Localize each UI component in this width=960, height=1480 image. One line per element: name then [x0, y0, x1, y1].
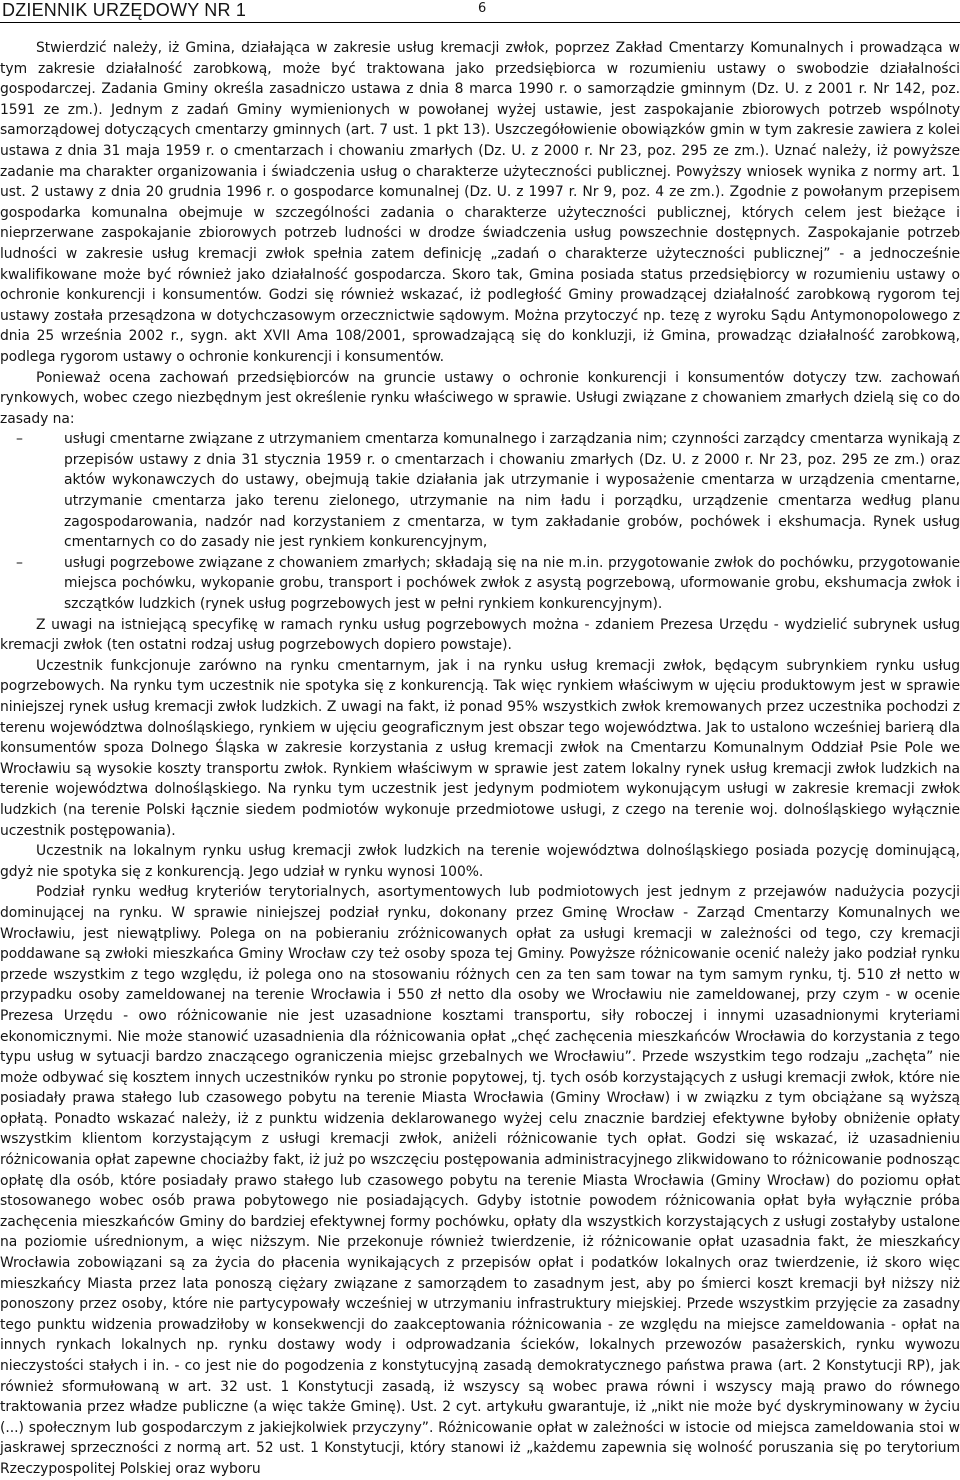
- paragraph-3: Z uwagi na istniejącą specyfikę w ramach rynku usług pogrzebowych można - zdaniem Prezesa Urzędu - wydzielić subrynek usług kremacji zwłok (ten ostatni rodzaj usług pogrzebowych dopiero powstaje).: [0, 616, 960, 654]
- dash-bullet: –: [16, 554, 23, 571]
- paragraph-1: Stwierdzić należy, iż Gmina, działająca w zakresie usług kremacji zwłok, poprzez Zakład Cmentarzy Komunalnych i prowadząca w tym zakresie działalność zarobkową, może być traktowana jako przedsiębiorca w rozumieniu ustawy o swobodzie działalności gospodarczej. Zadania Gminy określa zasadniczo ustawa z dnia 8 marca 1990 r. o samorządzie gminnym (Dz. U. z 2001 r. Nr 142, poz. 1591 ze zm.). Jednym z zadań Gminy wymienionych w powołanej wyżej ustawie, jest zaspokajanie zbiorowych potrzeb wspólnoty samorządowej dotyczących cmentarzy gminnych (art. 7 ust. 1 pkt 13). Uszczegółowienie obowiązków gmin w tym zakresie zawiera z kolei ustawa z dnia 31 maja 1959 r. o cmentarzach i chowaniu zmarłych (Dz. U. z 2000 r. Nr 23, poz. 295 ze zm.). Uznać należy, iż powyższe zadanie ma charakter organizowania i świadczenia usług o charakterze użyteczności publicznej. Powyższy wniosek wynika z normy art. 1 ust. 2 ustawy z dnia 20 grudnia 1996 r. o gospodarce komunalnej (Dz. U. z 1997 r. Nr 9, poz. 4 ze zm.). Zgodnie z powołanym przepisem gospodarka komunalna obejmuje w szczególności zadania o charakterze użyteczności publicznej, których celem jest bieżące i nieprzerwane zaspokajanie zbiorowych potrzeb ludności w drodze świadczenia usług powszechnie dostępnych. Zaspokajanie potrzeb ludności w zakresie usług kremacji zwłok spełnia zatem definicję „zadań o charakterze użyteczności publicznej” - a jednocześnie kwalifikowane może być również jako działalność gospodarcza. Skoro tak, Gmina posiada status przedsiębiorcy w rozumieniu ustawy o ochronie konkurencji i konsumentów. Godzi się również wskazać, iż podległość Gminy prowadzącej działalność zarobkową rygorom tej ustawy została przesądzona w dotychczasowym orzecznictwie sądowym. Można przytoczyć np. tezę z wyroku Sądu Antymonopolowego z dnia 25 września 2002 r., sygn. akt XVII Ama 108/2001, sprowadzającą się do konkluzji, iż Gmina, prowadząc działalność zarobkową, podlega rygorom ustawy o ochronie konkurencji i konsumentów.: [0, 40, 960, 365]
- document-body: [0, 38, 960, 1480]
- page-number: 6: [478, 1, 487, 16]
- dash-bullet: –: [16, 431, 23, 448]
- list-item-text: usługi pogrzebowe związane z chowaniem zmarłych; składają się na nie m.in. przygotowanie zwłok do pochówku, przygotowanie miejsca pochówku, wykopanie grobu, transport i pochówek zwłok z asystą pogrzebową, uformowanie grobu, ekshumacja zwłok i szczątków ludzkich (rynek usług pogrzebowych jest w pełni rynkiem konkurencyjnym).: [64, 554, 960, 613]
- paragraph-2: Ponieważ ocena zachowań przedsiębiorców na gruncie ustawy o ochronie konkurencji i konsumentów dotyczy tzw. zachowań rynkowych, wobec czego niezbędnym jest określenie rynku właściwego w sprawie. Usługi związane z chowaniem zmarłych dzielą się co do zasady na:: [0, 369, 960, 427]
- paragraph-4: Uczestnik funkcjonuje zarówno na rynku cmentarnym, jak i na rynku usług kremacji zwłok, będącym subrynkiem rynku usług pogrzebowych. Na rynku tym uczestnik nie spotyka się z konkurencją. Tak więc rynkiem właściwym w ujęciu produktowym jest w sprawie niniejszej rynek usług kremacji zwłok ludzkich. Z uwagi na fakt, iż ponad 95% wszystkich zwłok kremowanych przez uczestnika pochodzi z terenu województwa dolnośląskiego, rynkiem w ujęciu geograficznym jest obszar tego województwa. Jak to ustalono wcześniej barierą dla konsumentów spoza Dolnego Śląska w zakresie korzystania z usług kremacji zwłok na Cmentarzu Komunalnym Oddział Psie Pole we Wrocławiu są wysokie koszty transportu zwłok. Rynkiem właściwym w sprawie jest zatem lokalny rynek usług kremacji zwłok ludzkich na terenie województwa dolnośląskiego. Na rynku tym uczestnik jest jedynym podmiotem wykonującym usługi w zakresie kremacji zwłok ludzkich (na terenie Polski łącznie siedem podmiotów wykonuje przedmiotowe usługi, z czego na terenie woj. dolnośląskiego wyłącznie uczestnik postępowania).: [0, 657, 960, 839]
- paragraph-5: Uczestnik na lokalnym rynku usług kremacji zwłok ludzkich na terenie województwa dolnośląskiego posiada pozycję dominującą, gdyż nie spotyka się z konkurencją. Jego udział w rynku wynosi 100%.: [0, 843, 960, 880]
- page-header: [0, 0, 960, 23]
- list-item: [0, 553, 960, 615]
- list-item: [0, 429, 960, 553]
- services-list: [0, 429, 960, 614]
- paragraph-6: Podział rynku według kryteriów terytorialnych, asortymentowych lub podmiotowych jest jednym z przejawów nadużycia pozycji dominującej na rynku. W sprawie niniejszej podział rynku, dokonany przez Gminę Wrocław - Zarząd Cmentarzy Komunalnych we Wrocławiu, jest niewątpliwy. Polega on na pobieraniu zróżnicowanych opłat za usługi kremacji w zależności od tego, czy kremacji poddawane są zwłoki mieszkańca Gminy Wrocław czy też osoby spoza tej Gminy. Powyższe różnicowanie ocenić należy jako podział rynku przede wszystkim z tego względu, iż polega ono na stosowaniu różnych cen za ten sam towar na tym samym rynku, tj. 510 zł netto w przypadku osoby zameldowanej na terenie Wrocławia i 550 zł netto dla osoby we Wrocławiu nie zameldowanej, przy czym - w ocenie Prezesa Urzędu - owo różnicowanie nie jest uzasadnione kosztami transportu, siły roboczej i innymi uzasadnionymi kryteriami ekonomicznymi. Nie może stanowić uzasadnienia dla różnicowania opłat „chęć zachęcenia mieszkańców Wrocławia do korzystania z tego typu usług w sytuacji bardzo znaczącego ograniczenia miejsc grzebalnych we Wrocławiu”. Przede wszystkim tego rodzaju „zachęta” nie może odbywać się kosztem innych uczestników rynku po stronie popytowej, tj. tych osób korzystających z usługi kremacji zwłok, które nie posiadały prawa stałego lub czasowego pobytu na terenie Miasta Wrocławia (Gminy Wrocław) i w związku z tym obciążane są wyższą opłatą. Ponadto wskazać należy, iż z punktu widzenia deklarowanego wyżej celu znacznie bardziej efektywne byłoby obniżenie opłaty wszystkim klientom korzystającym z usługi kremacji zwłok, aniżeli różnicowanie tych opłat. Godzi się wskazać, iż uzasadnieniu różnicowania opłat zapewne chociażby fakt, iż już po wszczęciu postępowania administracyjnego zlikwidowano to różnicowanie podnosząc opłatę dla osób, które posiadały prawo stałego lub czasowego pobytu na terenie Miasta Wrocławia (Gminy Wrocław) do poziomu opłat stosowanego wobec osób prawa pobytowego nie posiadających. Gdyby istotnie powodem różnicowania opłat była wyłącznie próba zachęcenia mieszkańców Gminy do bardziej efektywnej formy pochówku, opłaty dla wszystkich korzystających z usługi zostałyby ustalone na poziomie uśrednionym, a więc niższym. Nie przekonuje również twierdzenie, iż różnicowanie opłat uzasadnia fakt, że mieszkańcy Wrocławia zobowiązani są za życia do płacenia wynikających z przepisów opłat i podatków lokalnych oraz twierdzenie, iż skoro więc mieszkańcy Miasta przez lata ponoszą ciężary związane z samorządem to zasadnym jest, aby po śmierci koszt kremacji był niższy niż ponoszony przez osoby, które nie partycypowały wcześniej w utrzymaniu infrastruktury miejskiej. Przede wszystkim przyjęcie za zasadny tego punktu widzenia prowadziłoby w konsekwencji do zaakceptowania różnicowania - ze względu na miejsce zameldowania - opłat na innych rynkach lokalnych np. rynku dostawy wody i odprowadzania ścieków, lokalnych przewozów pasażerskich, rynku wywozu nieczystości stałych i in. - co jest nie do pogodzenia z konstytucyjną zasadą demokratycznego państwa prawa (art. 2 Konstytucji RP), jak również sformułowaną w art. 32 ust. 1 Konstytucji zasadą, iż wszyscy są wobec prawa równi i wszyscy mają prawo do równego traktowania przez władze publiczne (a więc także Gminę). Ust. 2 cyt. artykułu gwarantuje, iż „nikt nie może być dyskryminowany w życiu (...) społecznym lub gospodarczym z jakiejkolwiek przyczyny”. Różnicowanie opłat w zależności w istocie od miejsca zameldowania stoi w jaskrawej sprzeczności z normą art. 52 ust. 1 Konstytucji, który stanowi iż „każdemu zapewnia się wolność poruszania się po terytorium Rzeczypospolitej Polskiej oraz wyboru: [0, 884, 960, 1477]
- list-item-text: usługi cmentarne związane z utrzymaniem cmentarza komunalnego i zarządzania nim; czynności zarządcy cmentarza wynikają z przepisów ustawy z dnia 31 stycznia 1959 r. o cmentarzach i chowaniu zmarłych (Dz. U. z 2000 r. Nr 23, poz. 295 ze zm.) oraz aktów wykonawczych do ustawy, obejmują takie działania jak utrzymanie i wyposażenie cmentarza w urządzenia cmentarne, utrzymanie cmentarza jako terenu zielonego, utrzymanie na nim ładu i porządku, urządzenie cmentarza według planu zagospodarowania, nadzór nad korzystaniem z cmentarza, w tym zakładanie grobów, pochówek i ekshumacja. Rynek usług cmentarnych co do zasady nie jest rynkiem konkurencyjnym,: [64, 431, 960, 551]
- journal-title: DZIENNIK URZĘDOWY NR 1: [2, 0, 247, 20]
